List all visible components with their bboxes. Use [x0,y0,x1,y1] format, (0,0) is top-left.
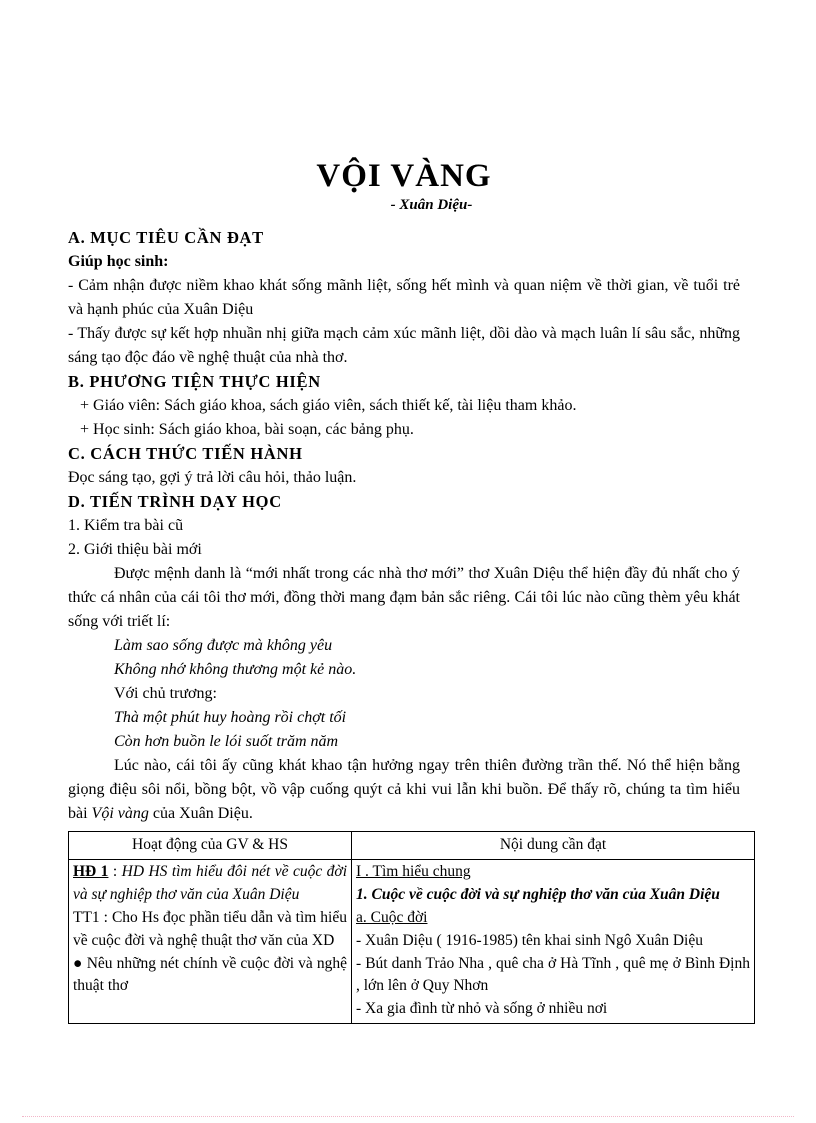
author-byline: - Xuân Diệu- [390,196,473,213]
content-line-3: - Xa gia đình từ nhỏ và sống ở nhiều nơi [356,1000,608,1018]
table-header-activities: Hoạt động của GV & HS [69,831,352,860]
section-a-subheading: Giúp học sinh: [68,252,169,270]
section-d-closing-paragraph [68,754,740,826]
section-heading-a: A. MỤC TIÊU CẦN ĐẠT [68,227,264,247]
table-header-content: Nội dung cần đạt [352,831,755,860]
activity-bullet: ● Nêu những nét chính về cuộc đời và nghệ thuật thơ [73,954,347,995]
quote-lead-in: Với chủ trương: [114,684,217,702]
activity-tt1: TT1 : Cho Hs đọc phần tiểu dẫn và tìm hiểu về cuộc đời và nghệ thuật thơ văn của XD [73,908,347,949]
closing-text-post: của Xuân Diệu. [148,804,253,822]
table-cell-content [352,860,755,1023]
section-d-intro-paragraph: Được mệnh danh là “mới nhất trong các nhà thơ mới” thơ Xuân Diệu thể hiện đầy đủ nhất cho ý thức cá nhân của cái tôi thơ mới, đồng thời mang đạm bản sắc riêng. Cái tôi lúc nào cũng thèm yêu khát sống với triết lí: [68,564,740,630]
content-heading-i-text: I . Tìm hiểu chung [356,863,471,881]
table-row [69,860,755,1023]
section-a-bullet-1: - Cảm nhận được niềm khao khát sống mãnh liệt, sống hết mình và quan niệm về thời gian, về tuổi trẻ và hạnh phúc của Xuân Diệu [68,276,740,318]
content-heading-i [356,861,750,884]
page-title: VỘI VÀNG [316,158,492,194]
activity-hd1-separator: : [108,863,122,881]
content-heading-a-text: a. Cuộc đời [356,908,428,926]
section-heading-c: C. CÁCH THỨC TIẾN HÀNH [68,443,303,463]
poem-quote-2-line-1: Thà một phút huy hoàng rồi chợt tối [114,708,347,726]
poem-quote-1-line-2: Không nhớ không thương một kẻ nào. [114,660,357,678]
content-line-1: - Xuân Diệu ( 1916-1985) tên khai sinh Ngô Xuân Diệu [356,931,703,949]
content-heading-1-text: 1. Cuộc về cuộc đời và sự nghiệp thơ văn của Xuân Diệu [356,886,720,904]
activity-hd1-text: HD HS tìm hiểu đôi nét về cuộc đời và sự nghiệp thơ văn của Xuân Diệu [73,863,348,904]
table-cell-activities [69,860,352,1023]
poem-quote-1-line-1: Làm sao sống được mà không yêu [114,636,333,654]
section-d-step-2: 2. Giới thiệu bài mới [68,540,202,558]
section-heading-b: B. PHƯƠNG TIỆN THỰC HIỆN [68,371,321,391]
section-a-bullet-2: - Thấy được sự kết hợp nhuần nhị giữa mạch cảm xúc mãnh liệt, dồi dào và mạch luân lí sâu sắc, những sáng tạo độc đáo về nghệ thuật của nhà thơ. [68,324,740,366]
page-break-rule [22,1116,794,1117]
content-heading-a [356,907,750,930]
document-content [68,158,750,1024]
activity-hd1-label: HĐ 1 [73,863,109,881]
poem-quote-2-line-2: Còn hơn buồn le lói suốt trăm năm [114,732,339,750]
table-header-row [69,831,755,860]
content-line-2: - Bút danh Trảo Nha , quê cha ở Hà Tĩnh , quê mẹ ở Bình Định , lớn lên ở Quy Nhơn [356,954,750,995]
section-c-body: Đọc sáng tạo, gợi ý trả lời câu hỏi, thảo luận. [68,468,357,486]
lesson-plan-table [68,831,755,1024]
content-heading-1 [356,884,750,907]
section-b-item-2: + Học sinh: Sách giáo khoa, bài soạn, các bảng phụ. [80,420,414,438]
section-heading-d: D. TIẾN TRÌNH DẠY HỌC [68,491,282,511]
section-d-step-1: 1. Kiểm tra bài cũ [68,516,184,534]
activity-hd1 [73,861,347,907]
closing-text-pre: Lúc nào, cái tôi ấy cũng khát khao tận hưởng ngay trên thiên đường trần thế. Nó thể hiện bằng giọng điệu sôi nổi, bồng bột, vồ vập cuống quýt cả khi vui lẫn khi buồn. Để thấy rõ, chúng ta tìm hiểu bài [68,756,740,822]
closing-text-poem-name: Vội vàng [91,804,149,822]
section-b-item-1: + Giáo viên: Sách giáo khoa, sách giáo viên, sách thiết kế, tài liệu tham khảo. [80,396,577,414]
